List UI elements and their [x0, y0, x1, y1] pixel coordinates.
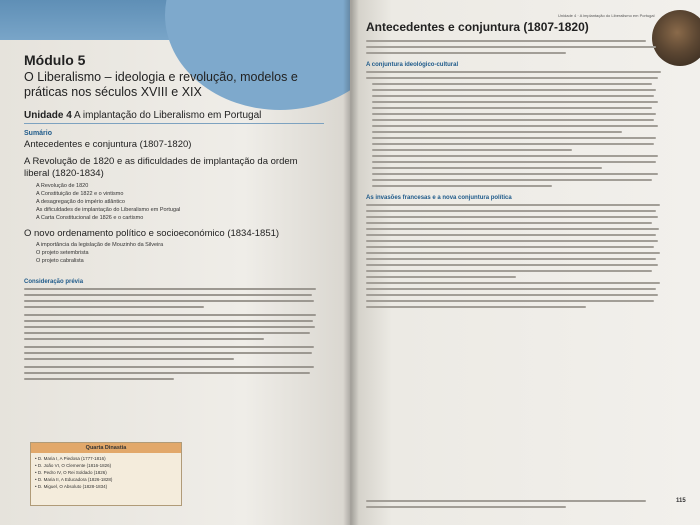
text-line — [372, 131, 622, 133]
text-line — [372, 173, 658, 175]
section-ideologico-body — [366, 71, 666, 187]
page-number: 115 — [676, 498, 686, 504]
topic-revolucao-list — [36, 182, 324, 222]
text-line — [372, 137, 656, 139]
text-line — [24, 320, 313, 322]
text-line — [372, 125, 658, 127]
text-line — [366, 46, 656, 48]
text-line — [372, 89, 656, 91]
text-line — [366, 246, 654, 248]
module-subtitle: O Liberalismo – ideologia e revolução, modelos e práticas nos séculos XVIII e XIX — [24, 70, 298, 99]
book-gutter — [343, 0, 359, 525]
topic-antecedentes: Antecedentes e conjuntura (1807-1820) — [24, 139, 192, 150]
dynasty-box-title: Quarta Dinastia — [31, 443, 181, 453]
text-line — [372, 119, 654, 121]
text-line — [366, 276, 516, 278]
dynasty-list — [31, 453, 181, 492]
text-line — [24, 332, 310, 334]
text-line — [372, 185, 552, 187]
text-line — [366, 52, 566, 54]
section-heading-invasoes: As invasões francesas e a nova conjuntura política — [366, 195, 512, 201]
section-invasoes-body — [366, 204, 666, 308]
text-line — [366, 306, 586, 308]
sumario-label: Sumário — [24, 130, 53, 137]
text-line — [366, 222, 652, 224]
text-line — [24, 346, 314, 348]
text-line — [366, 294, 658, 296]
list-item: • D. Miguel, O Absoluto (1828-1834) — [35, 484, 108, 489]
text-line — [366, 300, 654, 302]
text-line — [24, 366, 314, 368]
text-line — [366, 210, 656, 212]
footnote — [366, 500, 656, 512]
text-line — [366, 258, 656, 260]
text-line — [24, 338, 264, 340]
list-item: A desagregação do império atlântico — [36, 199, 125, 205]
text-line — [24, 294, 312, 296]
list-item: A Carta Constitucional de 1826 e o cartismo — [36, 215, 144, 221]
text-line — [24, 306, 204, 308]
text-line — [366, 252, 660, 254]
text-line — [372, 83, 652, 85]
list-item: A importância da legislação de Mouzinho da Silveira — [36, 242, 164, 248]
list-item: • D. João VI, O Clemente (1816-1826) — [35, 463, 112, 468]
topic-novo-ordenamento: O novo ordenamento político e socioeconómico (1834-1851) — [24, 228, 280, 239]
text-line — [372, 95, 654, 97]
text-line — [372, 161, 656, 163]
text-line — [366, 270, 652, 272]
text-line — [372, 179, 652, 181]
text-line — [366, 204, 660, 206]
dynasty-box — [30, 442, 182, 506]
text-line — [366, 500, 646, 502]
text-line — [24, 352, 312, 354]
text-line — [366, 282, 660, 284]
list-item: As dificuldades de implantação do Liberalismo em Portugal — [36, 207, 181, 213]
text-line — [366, 40, 646, 42]
text-line — [24, 326, 315, 328]
text-line — [372, 149, 572, 151]
text-line — [24, 378, 174, 380]
list-item: • D. Maria II, A Educadora (1826-1828) — [35, 477, 113, 482]
consideration-heading: Consideração prévia — [24, 279, 84, 285]
consideration-body — [24, 288, 324, 380]
text-line — [372, 155, 658, 157]
text-line — [24, 372, 310, 374]
text-line — [372, 107, 652, 109]
text-line — [372, 113, 656, 115]
text-line — [366, 240, 658, 242]
list-item: O projeto cabralista — [36, 258, 84, 264]
topic-revolucao: A Revolução de 1820 e as dificuldades de implantação da ordem liberal (1820-1834) — [24, 156, 298, 179]
text-line — [366, 228, 659, 230]
text-line — [24, 314, 316, 316]
text-line — [24, 300, 314, 302]
list-item: • D. Maria I, A Piedosa (1777-1816) — [35, 456, 106, 461]
list-item: A Revolução de 1820 — [36, 183, 89, 189]
text-line — [366, 71, 661, 73]
section-heading-ideologico: A conjuntura ideológico-cultural — [366, 62, 459, 68]
list-item: O projeto setembrista — [36, 250, 89, 256]
text-line — [366, 234, 656, 236]
text-line — [372, 101, 658, 103]
text-line — [366, 506, 566, 508]
left-content — [24, 52, 324, 384]
text-line — [366, 216, 658, 218]
text-line — [366, 264, 658, 266]
list-item: • D. Pedro IV, O Rei Soldado (1826) — [35, 470, 107, 475]
text-line — [24, 288, 316, 290]
intro-paragraph — [366, 40, 666, 54]
topic-novo-list — [36, 241, 324, 265]
text-line — [24, 358, 234, 360]
module-title: Módulo 5 — [24, 52, 86, 68]
text-line — [366, 288, 656, 290]
unit-label: Unidade 4 — [24, 110, 72, 121]
list-item: A Constituição de 1822 e o vintismo — [36, 191, 124, 197]
page-title: Antecedentes e conjuntura (1807-1820) — [366, 20, 589, 34]
text-line — [366, 77, 658, 79]
text-line — [372, 143, 654, 145]
unit-title: A implantação do Liberalismo em Portugal — [74, 110, 262, 121]
right-content — [366, 20, 666, 312]
text-line — [372, 167, 602, 169]
running-header: Unidade 4 · A implantação do Liberalismo em Portugal — [558, 13, 655, 18]
unit-heading — [24, 110, 324, 124]
